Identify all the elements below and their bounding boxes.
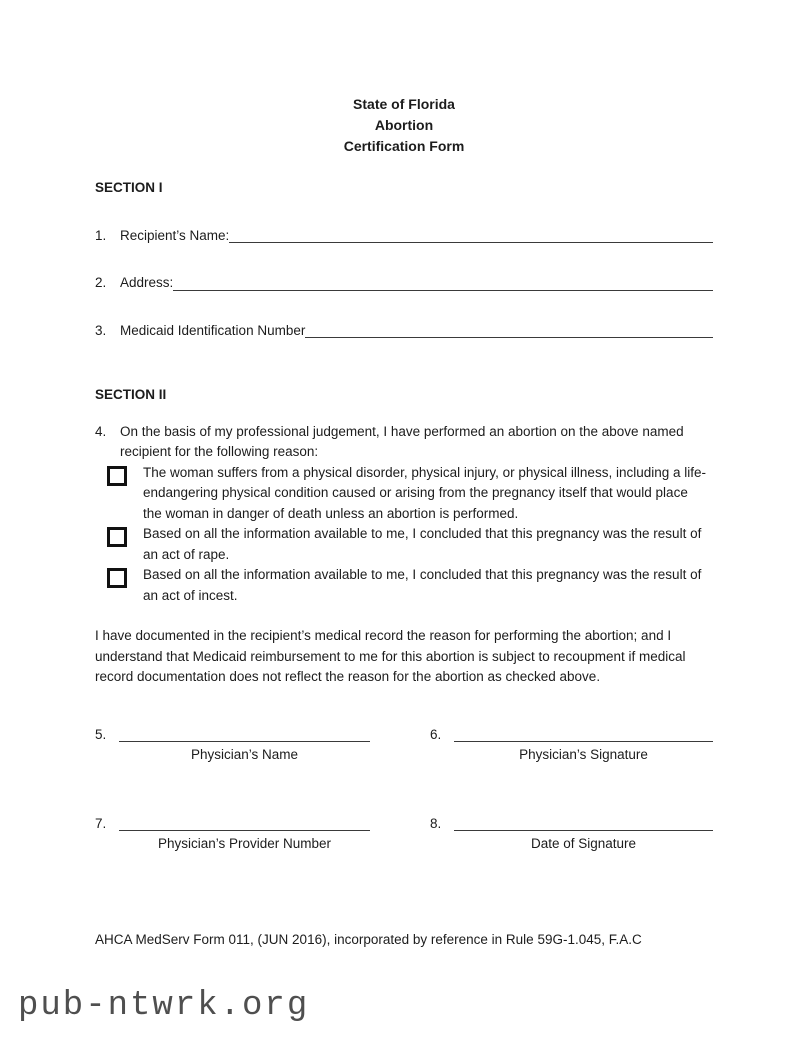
section-1-heading: SECTION I <box>95 180 163 195</box>
signature-date-field <box>430 814 713 855</box>
address-label: Address: <box>120 275 174 290</box>
field-number: 1. <box>95 227 107 243</box>
physician-name-caption: Physician’s Name <box>190 747 299 762</box>
checkbox-physical-disorder[interactable] <box>107 466 127 486</box>
item-4-text: On the basis of my professional judgement, I have performed an abortion on the above named recipient for the following reason: <box>120 423 684 459</box>
address-blank[interactable] <box>173 273 713 291</box>
signature-date-caption: Date of Signature <box>530 836 637 851</box>
checkbox-rape-label: Based on all the information available to me, I concluded that this pregnancy was the result of an act of rape. <box>143 526 702 562</box>
physician-signature-blank[interactable] <box>454 725 713 743</box>
watermark-text: pub-ntwrk.org <box>18 987 310 1025</box>
provider-number-field <box>95 814 430 855</box>
field-number: 8. <box>430 815 442 831</box>
form-reference-note: AHCA MedServ Form 011, (JUN 2016), incorporated by reference in Rule 59G-1.045, F.A.C <box>95 932 642 947</box>
physician-signature-caption: Physician’s Signature <box>519 747 648 762</box>
field-number: 7. <box>95 815 107 831</box>
reason-option-physical-disorder <box>95 463 713 525</box>
form-content <box>95 94 713 855</box>
form-title <box>95 94 713 157</box>
reason-option-incest <box>95 565 713 606</box>
recipient-name-row <box>95 226 713 247</box>
medicaid-id-blank[interactable] <box>305 321 713 339</box>
checkbox-incest-label: Based on all the information available to me, I concluded that this pregnancy was the result of an act of incest. <box>143 567 702 603</box>
physician-signature-field <box>430 725 713 766</box>
physician-name-field <box>95 725 430 766</box>
form-title-line-1: State of Florida <box>353 96 455 112</box>
field-number: 6. <box>430 726 442 742</box>
section-2-heading: SECTION II <box>95 387 167 402</box>
checkbox-rape[interactable] <box>107 527 127 547</box>
attestation-paragraph: I have documented in the recipient’s medical record the reason for performing the abortion; and I understand that Medicaid reimbursement to me for this abortion is subject to recoupment if medical record documentation does not reflect the reason for the abortion as checked above. <box>95 628 686 684</box>
recipient-name-label: Recipient’s Name: <box>120 227 230 243</box>
provider-number-blank[interactable] <box>119 814 370 832</box>
field-number: 3. <box>95 322 107 338</box>
checkbox-physical-disorder-label: The woman suffers from a physical disorder, physical injury, or physical illness, including a life-endangering physical condition caused or arising from the pregnancy itself that would place the woman in danger of death unless an abortion is performed. <box>143 464 706 521</box>
recipient-name-blank[interactable] <box>229 226 713 244</box>
provider-number-caption: Physician’s Provider Number <box>157 836 332 851</box>
signature-grid <box>95 725 713 855</box>
checkbox-incest[interactable] <box>107 568 127 588</box>
medicaid-id-label: Medicaid Identification Number <box>120 322 306 338</box>
address-row <box>95 273 713 294</box>
field-number: 2. <box>95 275 107 290</box>
form-title-line-3: Certification Form <box>343 138 465 154</box>
medicaid-id-row <box>95 321 713 342</box>
field-number: 5. <box>95 726 107 742</box>
form-title-line-2: Abortion <box>374 117 434 133</box>
field-number: 4. <box>95 423 107 439</box>
reason-option-rape <box>95 524 713 565</box>
item-4-statement <box>95 422 713 463</box>
physician-name-blank[interactable] <box>119 725 370 743</box>
signature-date-blank[interactable] <box>454 814 713 832</box>
